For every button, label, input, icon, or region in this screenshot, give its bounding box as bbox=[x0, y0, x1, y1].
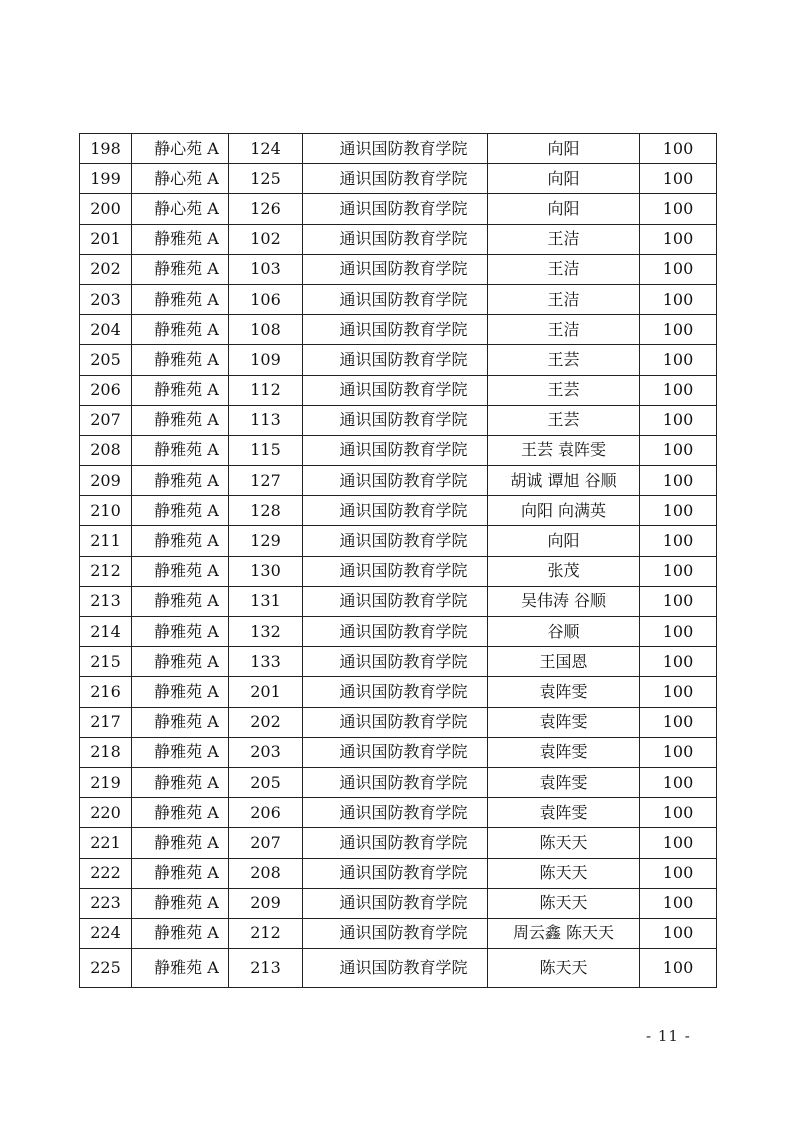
cell-score: 100 bbox=[640, 405, 717, 435]
inspection-results-table bbox=[79, 133, 717, 988]
cell-responsible-person: 王芸 袁阵雯 bbox=[488, 435, 640, 465]
cell-college: 通识国防教育学院 bbox=[303, 737, 488, 767]
cell-score: 100 bbox=[640, 858, 717, 888]
table-row bbox=[80, 164, 717, 194]
cell-score: 100 bbox=[640, 888, 717, 918]
cell-score: 100 bbox=[640, 647, 717, 677]
table-row bbox=[80, 828, 717, 858]
cell-number: 217 bbox=[80, 707, 132, 737]
cell-responsible-person: 袁阵雯 bbox=[488, 677, 640, 707]
cell-room: 103 bbox=[229, 254, 303, 284]
cell-building: 静雅苑 A bbox=[132, 526, 229, 556]
cell-building: 静雅苑 A bbox=[132, 767, 229, 797]
cell-college: 通识国防教育学院 bbox=[303, 435, 488, 465]
cell-college: 通识国防教育学院 bbox=[303, 918, 488, 948]
cell-number: 206 bbox=[80, 375, 132, 405]
cell-number: 215 bbox=[80, 647, 132, 677]
cell-number: 207 bbox=[80, 405, 132, 435]
cell-building: 静雅苑 A bbox=[132, 918, 229, 948]
cell-score: 100 bbox=[640, 496, 717, 526]
cell-responsible-person: 周云鑫 陈天天 bbox=[488, 918, 640, 948]
cell-room: 102 bbox=[229, 224, 303, 254]
cell-room: 112 bbox=[229, 375, 303, 405]
cell-room: 209 bbox=[229, 888, 303, 918]
cell-number: 211 bbox=[80, 526, 132, 556]
cell-responsible-person: 王洁 bbox=[488, 254, 640, 284]
table-row bbox=[80, 617, 717, 647]
cell-college: 通识国防教育学院 bbox=[303, 617, 488, 647]
cell-number: 218 bbox=[80, 737, 132, 767]
cell-number: 210 bbox=[80, 496, 132, 526]
cell-college: 通识国防教育学院 bbox=[303, 284, 488, 314]
cell-number: 216 bbox=[80, 677, 132, 707]
cell-responsible-person: 王洁 bbox=[488, 224, 640, 254]
cell-responsible-person: 向阳 bbox=[488, 194, 640, 224]
cell-college: 通识国防教育学院 bbox=[303, 375, 488, 405]
cell-score: 100 bbox=[640, 345, 717, 375]
cell-room: 205 bbox=[229, 767, 303, 797]
table-row bbox=[80, 677, 717, 707]
table-row bbox=[80, 556, 717, 586]
table-row bbox=[80, 134, 717, 164]
cell-room: 132 bbox=[229, 617, 303, 647]
cell-room: 208 bbox=[229, 858, 303, 888]
cell-building: 静雅苑 A bbox=[132, 254, 229, 284]
cell-number: 198 bbox=[80, 134, 132, 164]
cell-responsible-person: 王洁 bbox=[488, 315, 640, 345]
cell-building: 静雅苑 A bbox=[132, 677, 229, 707]
cell-number: 214 bbox=[80, 617, 132, 647]
cell-building: 静雅苑 A bbox=[132, 496, 229, 526]
table-row bbox=[80, 435, 717, 465]
cell-score: 100 bbox=[640, 767, 717, 797]
cell-score: 100 bbox=[640, 526, 717, 556]
cell-responsible-person: 王芸 bbox=[488, 375, 640, 405]
table-row bbox=[80, 888, 717, 918]
table-row bbox=[80, 375, 717, 405]
cell-responsible-person: 王洁 bbox=[488, 284, 640, 314]
cell-building: 静雅苑 A bbox=[132, 224, 229, 254]
cell-building: 静心苑 A bbox=[132, 194, 229, 224]
cell-college: 通识国防教育学院 bbox=[303, 164, 488, 194]
cell-building: 静雅苑 A bbox=[132, 647, 229, 677]
cell-college: 通识国防教育学院 bbox=[303, 194, 488, 224]
cell-room: 106 bbox=[229, 284, 303, 314]
cell-score: 100 bbox=[640, 586, 717, 616]
cell-building: 静雅苑 A bbox=[132, 949, 229, 988]
cell-responsible-person: 向阳 向满英 bbox=[488, 496, 640, 526]
cell-building: 静雅苑 A bbox=[132, 707, 229, 737]
cell-responsible-person: 陈天天 bbox=[488, 828, 640, 858]
cell-score: 100 bbox=[640, 737, 717, 767]
cell-score: 100 bbox=[640, 134, 717, 164]
table-row bbox=[80, 194, 717, 224]
cell-room: 128 bbox=[229, 496, 303, 526]
cell-room: 131 bbox=[229, 586, 303, 616]
cell-room: 109 bbox=[229, 345, 303, 375]
cell-building: 静雅苑 A bbox=[132, 888, 229, 918]
cell-score: 100 bbox=[640, 617, 717, 647]
cell-number: 222 bbox=[80, 858, 132, 888]
cell-room: 212 bbox=[229, 918, 303, 948]
cell-number: 220 bbox=[80, 798, 132, 828]
cell-college: 通识国防教育学院 bbox=[303, 707, 488, 737]
cell-building: 静雅苑 A bbox=[132, 435, 229, 465]
cell-college: 通识国防教育学院 bbox=[303, 315, 488, 345]
cell-score: 100 bbox=[640, 435, 717, 465]
table-row bbox=[80, 767, 717, 797]
cell-building: 静雅苑 A bbox=[132, 858, 229, 888]
cell-room: 127 bbox=[229, 466, 303, 496]
table-row bbox=[80, 315, 717, 345]
cell-score: 100 bbox=[640, 798, 717, 828]
cell-room: 124 bbox=[229, 134, 303, 164]
cell-number: 221 bbox=[80, 828, 132, 858]
cell-building: 静心苑 A bbox=[132, 164, 229, 194]
cell-score: 100 bbox=[640, 194, 717, 224]
table-row bbox=[80, 345, 717, 375]
cell-number: 209 bbox=[80, 466, 132, 496]
cell-college: 通识国防教育学院 bbox=[303, 496, 488, 526]
cell-building: 静雅苑 A bbox=[132, 798, 229, 828]
cell-college: 通识国防教育学院 bbox=[303, 345, 488, 375]
table-row bbox=[80, 526, 717, 556]
cell-college: 通识国防教育学院 bbox=[303, 647, 488, 677]
cell-score: 100 bbox=[640, 284, 717, 314]
cell-college: 通识国防教育学院 bbox=[303, 405, 488, 435]
cell-room: 108 bbox=[229, 315, 303, 345]
cell-number: 208 bbox=[80, 435, 132, 465]
cell-room: 125 bbox=[229, 164, 303, 194]
table-row bbox=[80, 284, 717, 314]
cell-score: 100 bbox=[640, 315, 717, 345]
cell-room: 113 bbox=[229, 405, 303, 435]
cell-score: 100 bbox=[640, 375, 717, 405]
cell-number: 212 bbox=[80, 556, 132, 586]
cell-college: 通识国防教育学院 bbox=[303, 858, 488, 888]
table-row bbox=[80, 254, 717, 284]
table-row bbox=[80, 798, 717, 828]
cell-building: 静心苑 A bbox=[132, 134, 229, 164]
cell-building: 静雅苑 A bbox=[132, 737, 229, 767]
cell-responsible-person: 王国恩 bbox=[488, 647, 640, 677]
cell-room: 201 bbox=[229, 677, 303, 707]
cell-building: 静雅苑 A bbox=[132, 556, 229, 586]
cell-number: 224 bbox=[80, 918, 132, 948]
cell-college: 通识国防教育学院 bbox=[303, 828, 488, 858]
cell-score: 100 bbox=[640, 707, 717, 737]
cell-score: 100 bbox=[640, 828, 717, 858]
cell-score: 100 bbox=[640, 254, 717, 284]
cell-room: 213 bbox=[229, 949, 303, 988]
cell-building: 静雅苑 A bbox=[132, 466, 229, 496]
cell-responsible-person: 袁阵雯 bbox=[488, 707, 640, 737]
cell-college: 通识国防教育学院 bbox=[303, 949, 488, 988]
cell-room: 207 bbox=[229, 828, 303, 858]
cell-responsible-person: 王芸 bbox=[488, 345, 640, 375]
cell-building: 静雅苑 A bbox=[132, 828, 229, 858]
cell-responsible-person: 袁阵雯 bbox=[488, 767, 640, 797]
cell-room: 129 bbox=[229, 526, 303, 556]
cell-college: 通识国防教育学院 bbox=[303, 556, 488, 586]
cell-number: 213 bbox=[80, 586, 132, 616]
cell-number: 202 bbox=[80, 254, 132, 284]
cell-responsible-person: 向阳 bbox=[488, 164, 640, 194]
cell-room: 202 bbox=[229, 707, 303, 737]
cell-number: 225 bbox=[80, 949, 132, 988]
table-row bbox=[80, 858, 717, 888]
cell-building: 静雅苑 A bbox=[132, 375, 229, 405]
cell-responsible-person: 陈天天 bbox=[488, 858, 640, 888]
table-row bbox=[80, 466, 717, 496]
cell-building: 静雅苑 A bbox=[132, 617, 229, 647]
cell-responsible-person: 袁阵雯 bbox=[488, 798, 640, 828]
table-row bbox=[80, 496, 717, 526]
cell-college: 通识国防教育学院 bbox=[303, 798, 488, 828]
cell-college: 通识国防教育学院 bbox=[303, 254, 488, 284]
cell-number: 201 bbox=[80, 224, 132, 254]
cell-room: 206 bbox=[229, 798, 303, 828]
cell-responsible-person: 王芸 bbox=[488, 405, 640, 435]
cell-score: 100 bbox=[640, 556, 717, 586]
cell-responsible-person: 向阳 bbox=[488, 526, 640, 556]
table-row bbox=[80, 647, 717, 677]
cell-number: 203 bbox=[80, 284, 132, 314]
cell-responsible-person: 向阳 bbox=[488, 134, 640, 164]
cell-responsible-person: 陈天天 bbox=[488, 949, 640, 988]
cell-score: 100 bbox=[640, 164, 717, 194]
table-row bbox=[80, 737, 717, 767]
cell-room: 130 bbox=[229, 556, 303, 586]
cell-building: 静雅苑 A bbox=[132, 586, 229, 616]
cell-responsible-person: 吴伟涛 谷顺 bbox=[488, 586, 640, 616]
cell-score: 100 bbox=[640, 949, 717, 988]
table-row bbox=[80, 405, 717, 435]
cell-room: 203 bbox=[229, 737, 303, 767]
cell-building: 静雅苑 A bbox=[132, 405, 229, 435]
cell-building: 静雅苑 A bbox=[132, 284, 229, 314]
cell-responsible-person: 陈天天 bbox=[488, 888, 640, 918]
table-row bbox=[80, 224, 717, 254]
cell-score: 100 bbox=[640, 677, 717, 707]
cell-number: 200 bbox=[80, 194, 132, 224]
cell-score: 100 bbox=[640, 918, 717, 948]
cell-score: 100 bbox=[640, 224, 717, 254]
cell-college: 通识国防教育学院 bbox=[303, 586, 488, 616]
cell-number: 219 bbox=[80, 767, 132, 797]
cell-college: 通识国防教育学院 bbox=[303, 526, 488, 556]
cell-responsible-person: 谷顺 bbox=[488, 617, 640, 647]
cell-room: 126 bbox=[229, 194, 303, 224]
cell-score: 100 bbox=[640, 466, 717, 496]
table-row bbox=[80, 707, 717, 737]
cell-number: 205 bbox=[80, 345, 132, 375]
cell-responsible-person: 胡诚 谭旭 谷顺 bbox=[488, 466, 640, 496]
cell-room: 133 bbox=[229, 647, 303, 677]
page-number: - 11 - bbox=[646, 1027, 691, 1045]
cell-college: 通识国防教育学院 bbox=[303, 466, 488, 496]
table-row bbox=[80, 918, 717, 948]
cell-college: 通识国防教育学院 bbox=[303, 224, 488, 254]
cell-responsible-person: 袁阵雯 bbox=[488, 737, 640, 767]
cell-building: 静雅苑 A bbox=[132, 315, 229, 345]
cell-building: 静雅苑 A bbox=[132, 345, 229, 375]
cell-number: 199 bbox=[80, 164, 132, 194]
cell-room: 115 bbox=[229, 435, 303, 465]
table-row bbox=[80, 949, 717, 988]
cell-college: 通识国防教育学院 bbox=[303, 888, 488, 918]
cell-number: 223 bbox=[80, 888, 132, 918]
cell-number: 204 bbox=[80, 315, 132, 345]
cell-college: 通识国防教育学院 bbox=[303, 767, 488, 797]
cell-college: 通识国防教育学院 bbox=[303, 134, 488, 164]
table-body bbox=[80, 134, 717, 988]
cell-college: 通识国防教育学院 bbox=[303, 677, 488, 707]
cell-responsible-person: 张茂 bbox=[488, 556, 640, 586]
table-row bbox=[80, 586, 717, 616]
